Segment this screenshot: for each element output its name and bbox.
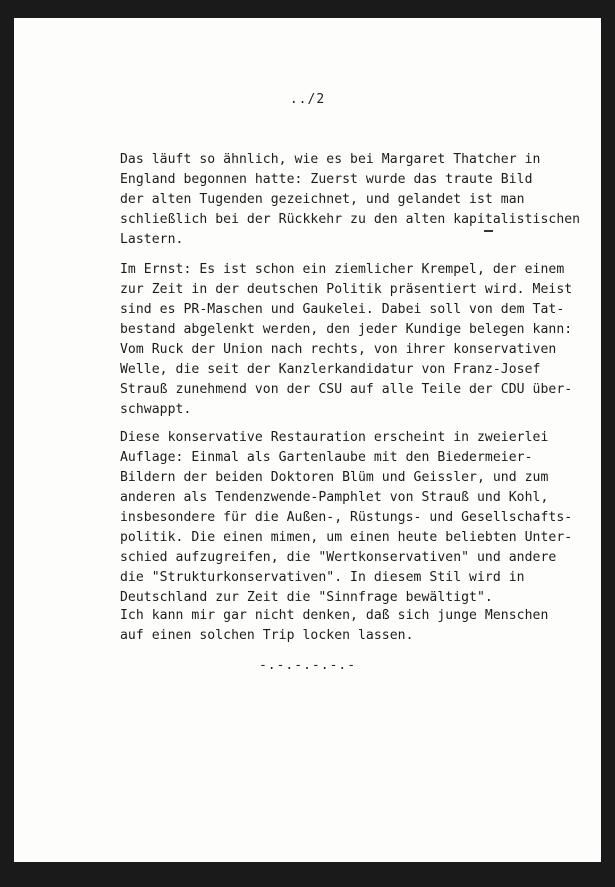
- page-number: ../2: [289, 92, 326, 107]
- text-line: auf einen solchen Trip locken lassen.: [120, 628, 414, 643]
- text-line: schließlich bei der Rückkehr zu den alten kapitalistischen: [120, 212, 581, 227]
- text-line: Strauß zunehmend von der CSU auf alle Teile der CDU über-: [120, 382, 573, 397]
- text-line: Vom Ruck der Union nach rechts, von ihrer konservativen: [120, 342, 557, 357]
- document-page: [14, 18, 601, 862]
- text-line: sind es PR-Maschen und Gaukelei. Dabei soll von dem Tat-: [120, 302, 565, 317]
- text-line: Auflage: Einmal als Gartenlaube mit den Biedermeier-: [120, 450, 533, 465]
- text-line: schied aufzugreifen, die "Wertkonservativen" und andere: [120, 550, 557, 565]
- text-line: Bildern der beiden Doktoren Blüm und Geissler, und zum: [120, 470, 549, 485]
- text-line: Das läuft so ähnlich, wie es bei Margaret Thatcher in: [120, 152, 541, 167]
- text-line: England begonnen hatte: Zuerst wurde das traute Bild: [120, 172, 533, 187]
- end-separator: -.-.-.-.-.-: [258, 658, 357, 673]
- typewriter-mark: [484, 230, 493, 232]
- text-line: zur Zeit in der deutschen Politik präsentiert wird. Meist: [120, 282, 573, 297]
- text-line: Im Ernst: Es ist schon ein ziemlicher Krempel, der einem: [120, 262, 565, 277]
- text-line: Diese konservative Restauration erscheint in zweierlei: [120, 430, 549, 445]
- text-line: politik. Die einen mimen, um einen heute beliebten Unter-: [120, 530, 573, 545]
- text-line: Welle, die seit der Kanzlerkandidatur von Franz-Josef: [120, 362, 541, 377]
- text-line: bestand abgelenkt werden, den jeder Kundige belegen kann:: [120, 322, 573, 337]
- text-line: insbesondere für die Außen-, Rüstungs- und Gesellschafts-: [120, 510, 573, 525]
- text-line: Ich kann mir gar nicht denken, daß sich junge Menschen: [120, 608, 549, 623]
- text-line: anderen als Tendenzwende-Pamphlet von Strauß und Kohl,: [120, 490, 549, 505]
- text-line: die "Strukturkonservativen". In diesem Stil wird in: [120, 570, 525, 585]
- text-line: Deutschland zur Zeit die "Sinnfrage bewältigt".: [120, 590, 493, 605]
- text-line: der alten Tugenden gezeichnet, und gelandet ist man: [120, 192, 525, 207]
- text-line: Lastern.: [120, 232, 184, 247]
- text-line: schwappt.: [120, 402, 192, 417]
